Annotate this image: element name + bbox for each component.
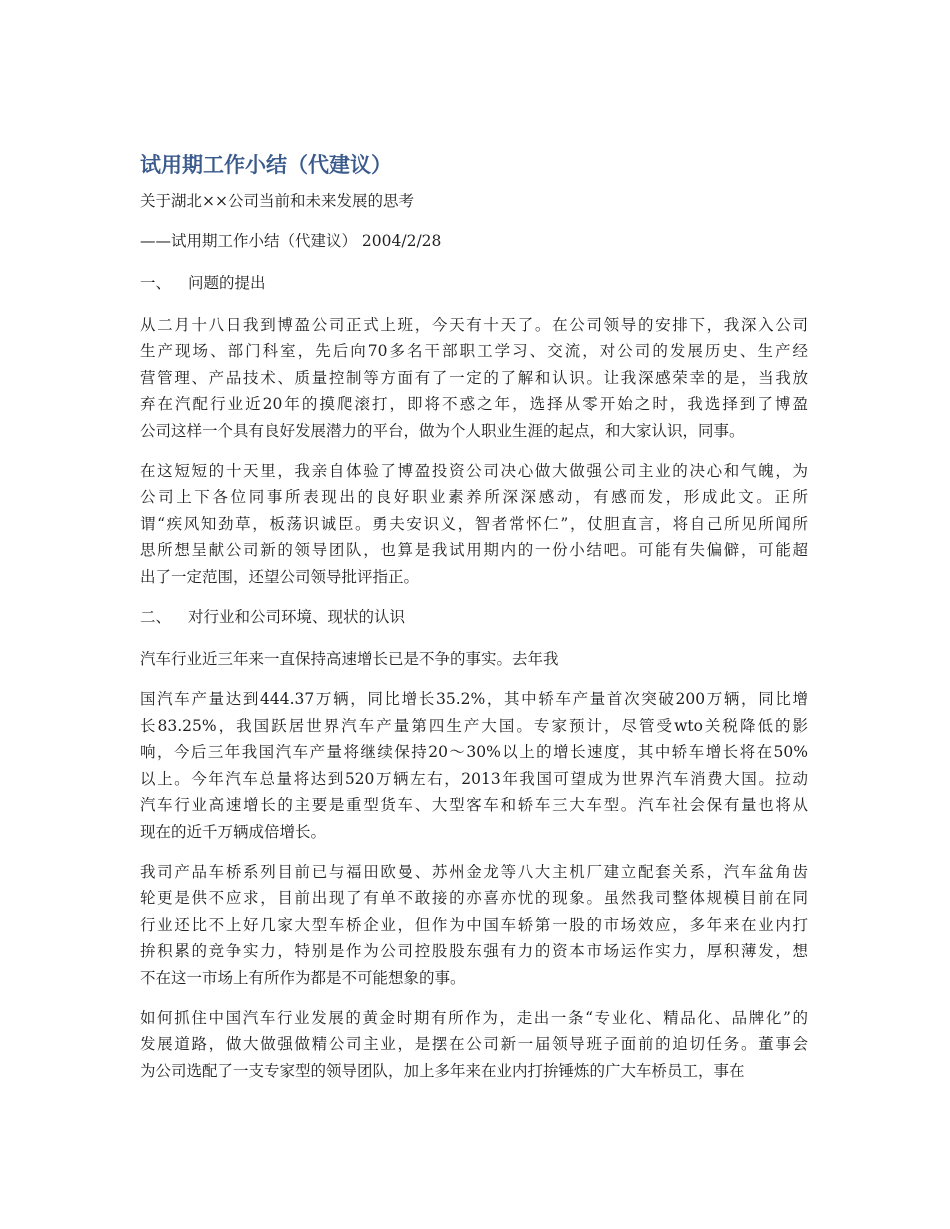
- document-title: 试用期工作小结（代建议）: [140, 153, 392, 177]
- section-heading: [140, 604, 808, 631]
- paragraph-line: 为公司选配了一支专家型的领导团队，加上多年来在业内打拚锤炼的广大车桥员工，事在: [140, 1061, 745, 1080]
- paragraph-line: 弃在汽配行业近20年的摸爬滚打，即将不惑之年，选择从零开始之时，我选择到了博盈: [140, 395, 808, 414]
- document-body: [140, 270, 808, 1084]
- body-paragraph: [140, 458, 808, 590]
- section-number: 一、: [140, 274, 172, 292]
- paragraph-line: 出了一定范围，还望公司领导批评指正。: [140, 567, 420, 586]
- paragraph-line: 思所想呈献公司新的领导团队，也算是我试用期内的一份小结吧。可能有失偏僻，可能超: [140, 541, 808, 560]
- paragraph-line: 从二月十八日我到博盈公司正式上班，今天有十天了。在公司领导的安排下，我深入公司: [140, 316, 808, 334]
- paragraph-line: 行业还比不上好几家大型车桥企业，但作为中国车轿第一股的市场效应，多年来在业内打: [140, 915, 808, 934]
- paragraph-line: 在这短短的十天里，我亲自体验了博盈投资公司决心做大做强公司主业的决心和气魄，为: [140, 462, 808, 481]
- paragraph-line: 响，今后三年我国汽车产量将继续保持20～30%以上的增长速度，其中轿车增长将在50%: [140, 743, 808, 762]
- body-paragraph: [140, 686, 808, 844]
- paragraph-line: 公司这样一个具有良好发展潜力的平台，做为个人职业生涯的起点，和大家认识，同事。: [140, 421, 745, 440]
- section-heading-text: 对行业和公司环境、现状的认识: [188, 608, 406, 627]
- paragraph-line: 发展道路，做大做强做精公司主业，是摆在公司新一届领导班子面前的迫切任务。董事会: [140, 1035, 808, 1054]
- paragraph-line: 我司产品车桥系列目前已与福田欧曼、苏州金龙等八大主机厂建立配套关系，汽车盆角齿: [140, 862, 808, 881]
- section-heading-text: 问题的提出: [188, 274, 266, 292]
- paragraph-line: 国汽车产量达到444.37万辆，同比增长35.2%，其中轿车产量首次突破200万辆，同比增: [140, 690, 808, 709]
- body-paragraph: [140, 646, 808, 672]
- paragraph-line: 现在的近千万辆成倍增长。: [140, 822, 327, 841]
- body-paragraph: [140, 312, 808, 444]
- document-page: [140, 148, 808, 1098]
- paragraph-line: 轮更是供不应求，目前出现了有单不敢接的亦喜亦忧的现象。虽然我司整体规模目前在同: [140, 889, 808, 908]
- paragraph-line: 如何抓住中国汽车行业发展的黄金时期有所作为，走出一条“专业化、精品化、品牌化”的: [140, 1008, 808, 1027]
- body-paragraph: [140, 859, 808, 991]
- paragraph-line: 谓“疾风知劲草，板荡识诚臣。勇夫安识义，智者常怀仁”，仗胆直言，将自己所见所闻所: [140, 514, 808, 533]
- paragraph-line: 汽车行业高速增长的主要是重型货车、大型客车和轿车三大车型。汽车社会保有量也将从: [140, 796, 808, 815]
- document-subtitle: 关于湖北××公司当前和未来发展的思考: [140, 192, 414, 210]
- paragraph-line: 公司上下各位同事所表现出的良好职业素养所深深感动，有感而发，形成此文。正所: [140, 488, 808, 507]
- document-byline: ——试用期工作小结（代建议） 2004/2/28: [140, 232, 442, 250]
- paragraph-line: 汽车行业近三年来一直保持高速增长已是不争的事实。去年我: [140, 650, 559, 669]
- paragraph-line: 营管理、产品技术、质量控制等方面有了一定的了解和认识。让我深感荣幸的是，当我放: [140, 368, 808, 387]
- body-paragraph: [140, 1005, 808, 1084]
- paragraph-line: 拚积累的竞争实力，特别是作为公司控股股东强有力的资本市场运作实力，厚积薄发，想: [140, 942, 808, 961]
- paragraph-line: 生产现场、部门科室，先后向70多名干部职工学习、交流，对公司的发展历史、生产经: [140, 342, 808, 361]
- paragraph-line: 以上。今年汽车总量将达到520万辆左右，2013年我国可望成为世界汽车消费大国。拉动: [140, 769, 808, 788]
- paragraph-line: 不在这一市场上有所作为都是不可能想象的事。: [140, 968, 466, 987]
- section-number: 二、: [140, 608, 172, 627]
- paragraph-line: 长83.25%，我国跃居世界汽车产量第四生产大国。专家预计，尽管受wto关税降低的影: [140, 716, 808, 735]
- section-heading: [140, 270, 808, 297]
